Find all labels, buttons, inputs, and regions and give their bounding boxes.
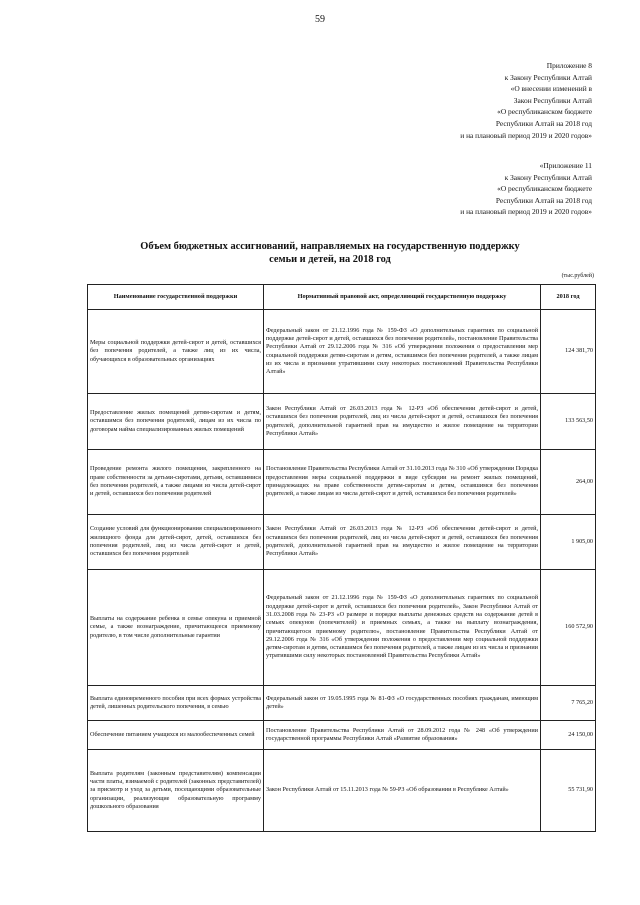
amount-cell: 160 572,90 (541, 570, 596, 686)
units-label: (тыс.рублей) (561, 273, 594, 279)
act-cell: Закон Республики Алтай от 26.03.2013 года № 12-РЗ «Об обеспечении детей-сирот и детей, оставшихся без попечения родителей, лиц из числа детей-сирот и детей, оставшихся без попечения родителей, дополнительной гарантией прав на имущество и жилое помещение на территории Республики Алтай» (264, 394, 541, 450)
appendix-line: к Закону Республики Алтай (504, 172, 592, 182)
act-cell: Федеральный закон от 19.05.1995 года № 81-ФЗ «О государственных пособиях гражданам, имеющим детей» (264, 686, 541, 721)
title-line-1: Объем бюджетных ассигнований, направляемых на государственную поддержку (140, 241, 520, 252)
page-number: 59 (315, 14, 325, 25)
appendix-line: «О республиканском бюджете (497, 107, 592, 117)
act-cell: Закон Республики Алтай от 15.11.2013 года № 59-РЗ «Об образовании в Республике Алтай» (264, 750, 541, 832)
appendix-line: Приложение 8 (546, 61, 592, 70)
header-amount: 2018 год (541, 285, 596, 310)
measure-cell: Предоставление жилых помещений детям-сиротам и детям, оставшимся без попечения родителей, лицам из их числа по договорам найма специализированных жилых помещений (88, 394, 264, 450)
measure-cell: Обеспечение питанием учащихся из малообеспеченных семей (88, 721, 264, 750)
appendix-line: «О республиканском бюджете (497, 184, 592, 194)
appendix-line: Республики Алтай на 2018 год (495, 118, 592, 128)
amount-cell: 55 731,90 (541, 750, 596, 832)
appendix-line: к Закону Республики Алтай (504, 72, 592, 82)
appendix-line: и на плановый период 2019 и 2020 годов» (460, 130, 592, 140)
header-measure: Наименование государственной поддержки (88, 285, 264, 310)
appendix-line: «Приложение 11 (539, 161, 592, 170)
appendix-8-header (460, 60, 592, 141)
measure-cell: Выплата родителям (законным представителям) компенсации части платы, взимаемой с родителей (законных представителей) за присмотр и уход за детьми, посещающими образовательные организации, реализующие образовательную программу дошкольного образования (88, 750, 264, 832)
act-cell: Федеральный закон от 21.12.1996 года № 159-ФЗ «О дополнительных гарантиях по социальной поддержке детей-сирот и детей, оставшихся без попечения родителей», постановление Правительства Республики Алтай от 29.12.2006 года № 316 «Об утверждении положения о предоставлении мер социальной поддержки детям-сиротам и детям, оставшимся без попечения родителей, а также лицам из их числа и признании утратившими силу некоторых постановлений Правительства Республики Алтай» (264, 310, 541, 394)
appendix-line: Закон Республики Алтай (513, 95, 592, 105)
title-line-2: семьи и детей, на 2018 год (269, 254, 391, 265)
amount-cell: 7 765,20 (541, 686, 596, 721)
act-cell: Постановление Правительства Республики Алтай от 28.09.2012 года № 248 «Об утверждении государственной программы Республики Алтай «Развитие образования» (264, 721, 541, 750)
table-row (88, 750, 596, 832)
document-title (60, 240, 600, 266)
table-row (88, 515, 596, 570)
table-row (88, 686, 596, 721)
act-cell: Постановление Правительства Республики Алтай от 31.10.2013 года № 310 «Об утверждении Порядка предоставления меры социальной поддержки в виде субсидии на ремонт жилых помещений, принадлежащих на праве собственности детям-сиротам и детям, оставшимся без попечения родителей, а также лицам из числа детей-сирот и детей, оставшихся без попечения родителей» (264, 450, 541, 515)
measure-cell: Создание условий для функционирования специализированного жилищного фонда для детей-сирот, детей, оставшихся без попечения родителей, лиц из числа детей-сирот и детей, оставшихся без попечения родителей (88, 515, 264, 570)
measure-cell: Выплата единовременного пособия при всех формах устройства детей, лишенных родительского попечения, в семью (88, 686, 264, 721)
table-row (88, 394, 596, 450)
budget-table (87, 284, 596, 832)
measure-cell: Меры социальной поддержки детей-сирот и детей, оставшихся без попечения родителей, а также лиц из их числа, обучающихся в образовательных организациях (88, 310, 264, 394)
amount-cell: 124 381,70 (541, 310, 596, 394)
appendix-11-header (460, 160, 592, 218)
table-header-row (88, 285, 596, 310)
amount-cell: 264,00 (541, 450, 596, 515)
measure-cell: Выплаты на содержание ребенка в семье опекуна и приемной семье, а также вознаграждение, причитающееся приемному родителю, в том числе дополнительные гарантии (88, 570, 264, 686)
table-row (88, 570, 596, 686)
act-cell: Закон Республики Алтай от 26.03.2013 года № 12-РЗ «Об обеспечении детей-сирот и детей, оставшихся без попечения родителей, лиц из числа детей-сирот и детей, оставшихся без попечения родителей, дополнительной гарантией прав на имущество и жилое помещение на территории Республики Алтай» (264, 515, 541, 570)
header-act: Нормативный правовой акт, определяющий государственную поддержку (264, 285, 541, 310)
act-cell: Федеральный закон от 21.12.1996 года № 159-ФЗ «О дополнительных гарантиях по социальной поддержке детей-сирот и детей, оставшихся без попечения родителей», Закон Республики Алтай от 31.03.2008 года № 23-РЗ «О размере и порядке выплаты денежных средств на содержание детей в семьях опекунов (попечителей) и приемных семьях, а также на выплату вознаграждения, причитающегося приемному родителю», постановление Правительства Республики Алтай от 29.12.2006 года № 316 «Об утверждении положения о предоставлении мер социальной поддержки детям-сиротам и детям, оставшимся без попечения родителей, а также лицам из их числа и признании утратившими силу некоторых постановлений Правительства Республики Алтай» (264, 570, 541, 686)
table-row (88, 721, 596, 750)
appendix-line: Республики Алтай на 2018 год (495, 195, 592, 205)
table-row (88, 310, 596, 394)
appendix-line: и на плановый период 2019 и 2020 годов» (460, 207, 592, 217)
table-row (88, 450, 596, 515)
amount-cell: 133 563,50 (541, 394, 596, 450)
measure-cell: Проведение ремонта жилого помещения, закрепленного на праве собственности за детьми-сиротами, детьми, оставшимися без попечения родителей, а также лицами из числа детей-сирот и детей, оставшихся без попечения родителей (88, 450, 264, 515)
amount-cell: 1 905,00 (541, 515, 596, 570)
appendix-line: «О внесении изменений в (510, 84, 592, 94)
amount-cell: 24 150,00 (541, 721, 596, 750)
